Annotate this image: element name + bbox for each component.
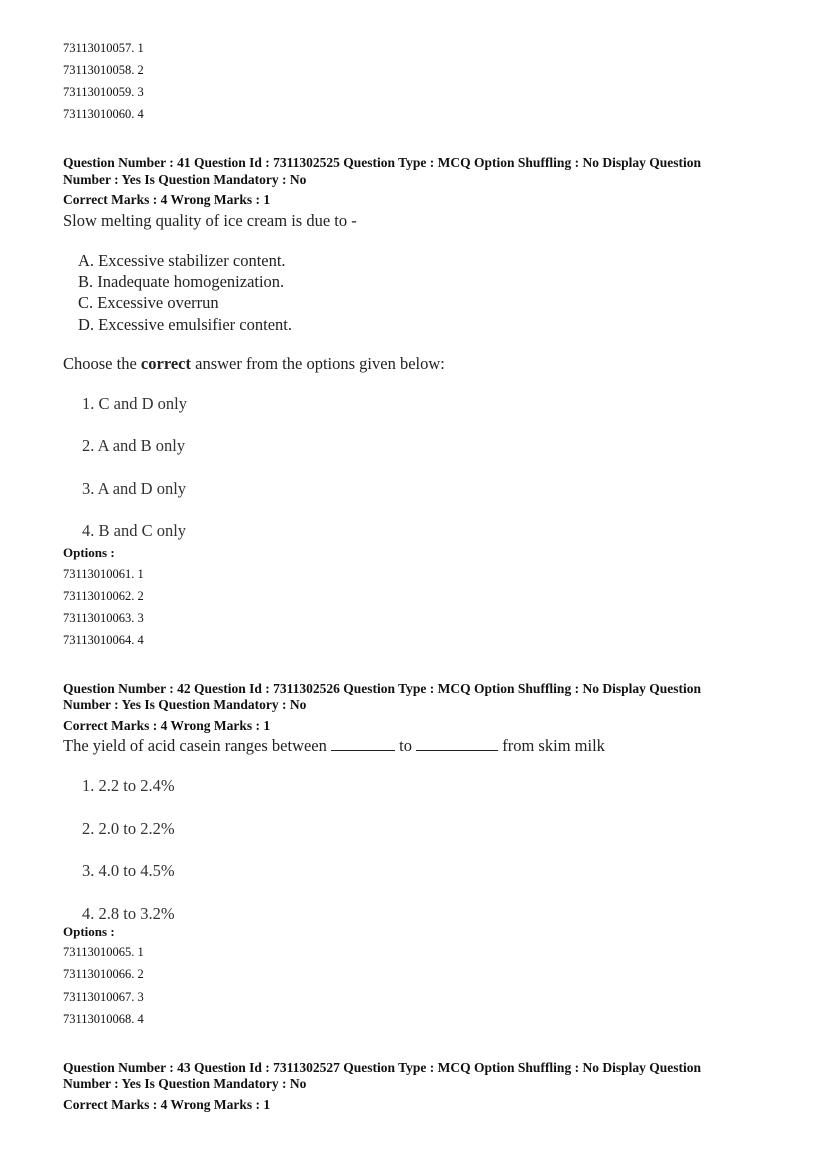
- q42-choice: 2. 2.0 to 2.2%: [82, 819, 175, 838]
- q41-marks: Correct Marks : 4 Wrong Marks : 1: [63, 192, 271, 207]
- option-id-line: 73113010060. 4: [63, 107, 144, 121]
- q41-meta-line1: Question Number : 41 Question Id : 7311302525 Question Type : MCQ Option Shuffling : No Display Question: [63, 155, 701, 170]
- q41-choice: 2. A and B only: [82, 436, 186, 455]
- q43-meta-line1: Question Number : 43 Question Id : 7311302527 Question Type : MCQ Option Shuffling : No Display Question: [63, 1060, 701, 1075]
- option-id-line: 73113010065. 1: [63, 945, 144, 959]
- q41-statement: A. Excessive stabilizer content.: [78, 251, 286, 270]
- q42-meta-line1: Question Number : 42 Question Id : 7311302526 Question Type : MCQ Option Shuffling : No Display Question: [63, 681, 701, 696]
- option-id-line: 73113010067. 3: [63, 990, 144, 1004]
- option-id-line: 73113010058. 2: [63, 63, 144, 77]
- q41-meta-line2: Number : Yes Is Question Mandatory : No: [63, 172, 307, 187]
- option-id-line: 73113010061. 1: [63, 567, 144, 581]
- option-id-line: 73113010062. 2: [63, 589, 144, 603]
- q42-choice: 3. 4.0 to 4.5%: [82, 861, 175, 880]
- q41-question-text: Slow melting quality of ice cream is due to -: [63, 211, 357, 230]
- option-id-line: 73113010066. 2: [63, 967, 144, 981]
- q41-choice: 3. A and D only: [82, 479, 187, 498]
- q41-statement: D. Excessive emulsifier content.: [78, 315, 292, 334]
- q42-choice: 1. 2.2 to 2.4%: [82, 776, 175, 795]
- answer-blank: [416, 736, 498, 751]
- answer-blank: [331, 736, 395, 751]
- option-id-line: 73113010057. 1: [63, 41, 144, 55]
- q42-question-text: The yield of acid casein ranges between to from skim milk: [63, 736, 605, 755]
- q41-choice: 4. B and C only: [82, 521, 187, 540]
- option-id-line: 73113010064. 4: [63, 633, 144, 647]
- q42-meta-line2: Number : Yes Is Question Mandatory : No: [63, 697, 307, 712]
- q42-options-label: Options :: [63, 924, 115, 939]
- q42-marks: Correct Marks : 4 Wrong Marks : 1: [63, 718, 271, 733]
- q41-statement: B. Inadequate homogenization.: [78, 272, 285, 291]
- q43-meta-line2: Number : Yes Is Question Mandatory : No: [63, 1076, 307, 1091]
- option-id-line: 73113010063. 3: [63, 611, 144, 625]
- q41-options-label: Options :: [63, 545, 115, 560]
- option-id-line: 73113010068. 4: [63, 1012, 144, 1026]
- option-id-line: 73113010059. 3: [63, 85, 144, 99]
- q41-choice: 1. C and D only: [82, 394, 187, 413]
- q41-statement: C. Excessive overrun: [78, 293, 219, 312]
- q43-marks: Correct Marks : 4 Wrong Marks : 1: [63, 1097, 271, 1112]
- q42-choice: 4. 2.8 to 3.2%: [82, 904, 175, 923]
- q41-instruction: Choose the correct answer from the options given below:: [63, 354, 445, 373]
